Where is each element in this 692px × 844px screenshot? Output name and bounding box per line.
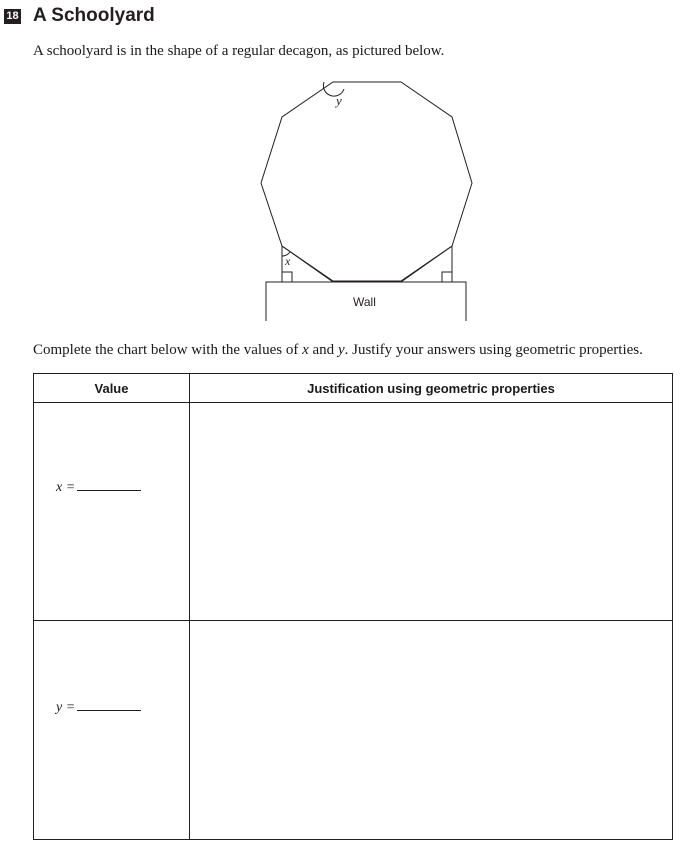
question-number: 18 — [4, 9, 21, 24]
right-triangle-hypotenuse — [401, 246, 452, 282]
y-value-label: y = — [56, 700, 76, 715]
header-justification: Justification using geometric properties — [307, 381, 555, 396]
instr-var-x: x — [302, 342, 309, 358]
instructions-text — [33, 340, 643, 360]
decagon-figure — [0, 0, 692, 335]
instr-part-2: . Justify your answers using geometric properties. — [344, 342, 643, 358]
x-value-label: x = — [56, 480, 76, 495]
wall-label: Wall — [353, 295, 376, 309]
column-divider — [189, 374, 190, 839]
y-justification-cell[interactable] — [191, 622, 671, 838]
intro-text: A schoolyard is in the shape of a regular decagon, as pictured below. — [33, 43, 445, 59]
angle-x-label: x — [285, 254, 291, 268]
x-justification-cell[interactable] — [191, 404, 671, 618]
y-value-blank[interactable] — [77, 710, 141, 711]
y-value-row — [56, 700, 141, 716]
answer-chart — [33, 373, 673, 840]
header-value: Value — [94, 381, 129, 396]
instr-and: and — [308, 342, 338, 358]
instr-var-y: y — [337, 342, 345, 358]
x-value-blank[interactable] — [77, 490, 141, 491]
row-divider — [34, 620, 672, 621]
right-right-angle-mark — [442, 272, 452, 282]
instr-part-1: Complete the chart below with the values of — [33, 342, 303, 358]
question-title: A Schoolyard — [33, 5, 155, 26]
left-right-angle-mark — [282, 272, 292, 282]
decagon-shape — [261, 82, 472, 281]
x-value-row — [56, 480, 141, 496]
angle-y-label: y — [336, 93, 342, 108]
